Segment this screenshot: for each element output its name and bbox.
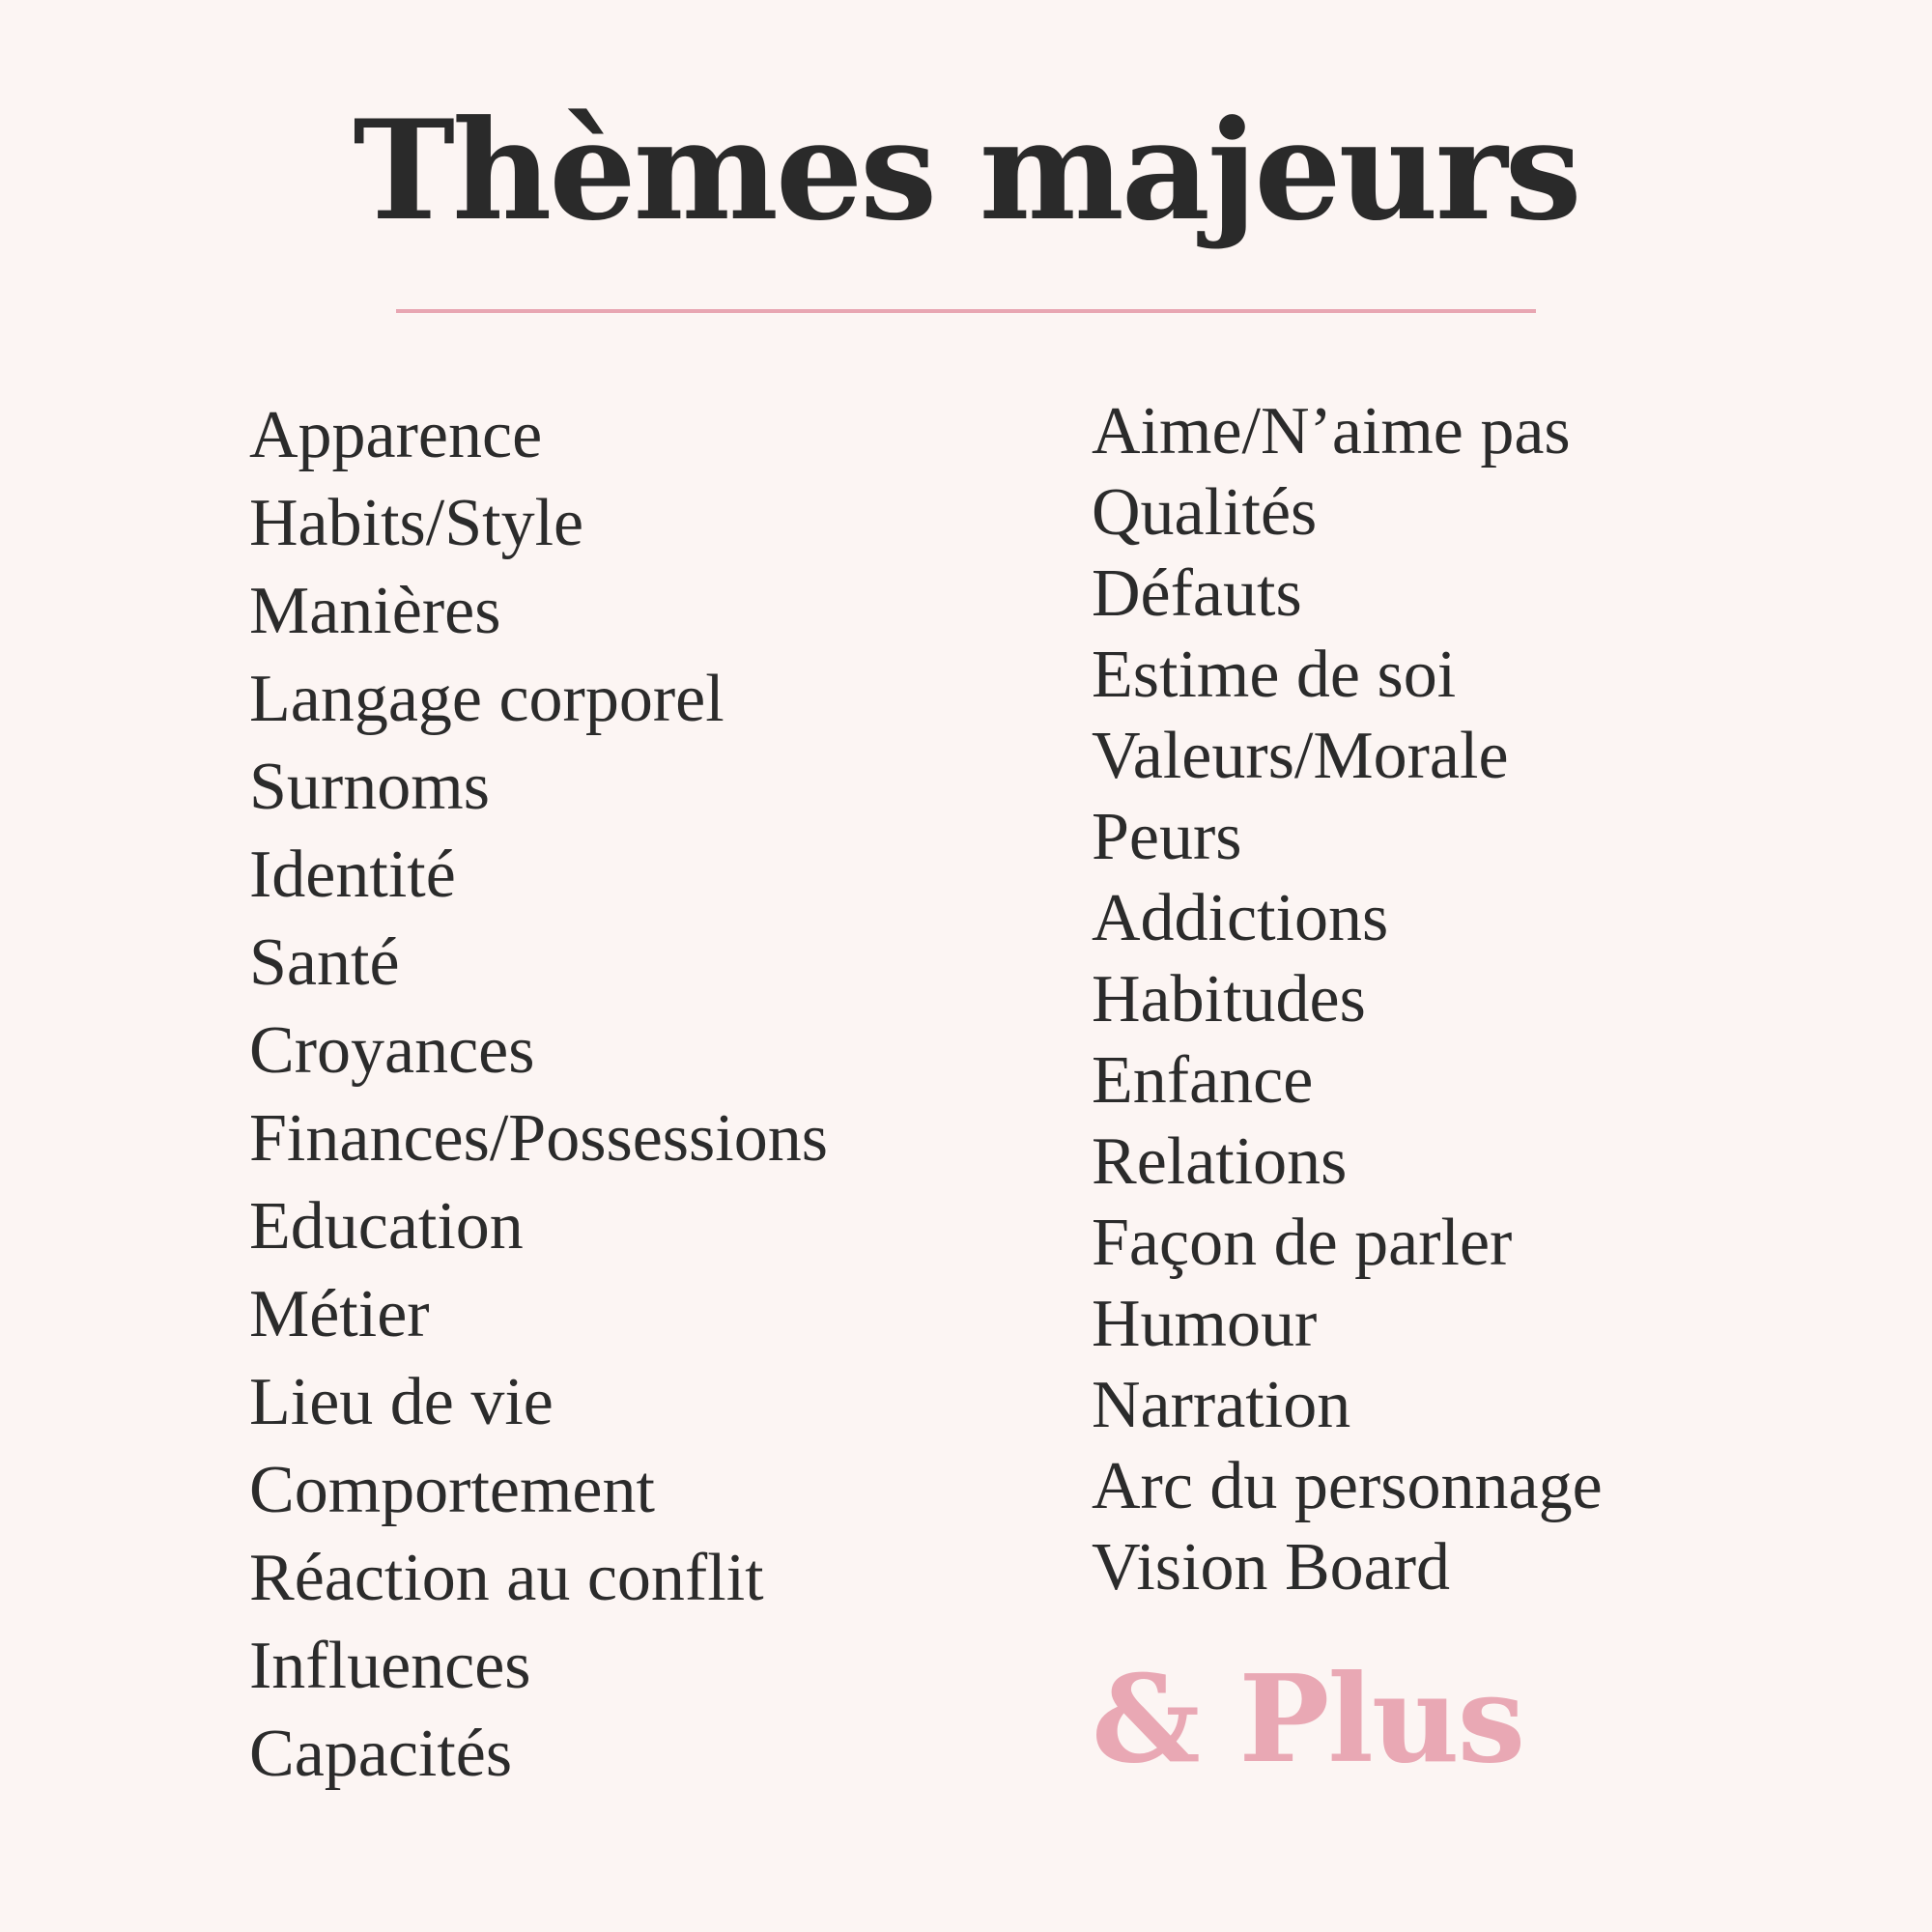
list-item: Arc du personnage	[1092, 1449, 1603, 1523]
list-item: Enfance	[1092, 1043, 1314, 1118]
list-item: Aime/N’aime pas	[1092, 394, 1571, 469]
right-theme-list	[1092, 391, 1603, 1608]
list-item: Capacités	[249, 1717, 513, 1791]
list-item: Peurs	[1092, 800, 1242, 874]
list-item: Lieu de vie	[249, 1365, 554, 1439]
list-item: Humour	[1092, 1287, 1318, 1361]
list-item: Comportement	[249, 1453, 655, 1527]
list-item: Narration	[1092, 1368, 1351, 1442]
list-item: Surnoms	[249, 750, 490, 824]
title-divider	[396, 309, 1536, 313]
list-item: Langage corporel	[249, 662, 724, 736]
list-item: Réaction au conflit	[249, 1541, 764, 1615]
list-item: Influences	[249, 1629, 531, 1703]
list-item: Habitudes	[1092, 962, 1366, 1037]
list-item: Croyances	[249, 1013, 535, 1088]
left-theme-list	[249, 391, 828, 1798]
page-title: Thèmes majeurs	[353, 91, 1579, 251]
list-item: Identité	[249, 838, 456, 912]
list-item: Santé	[249, 925, 400, 1000]
list-item: Apparence	[249, 398, 543, 472]
list-item: Habits/Style	[249, 486, 584, 560]
list-item: Finances/Possessions	[249, 1101, 828, 1176]
list-item: Relations	[1092, 1124, 1348, 1199]
list-item: Vision Board	[1092, 1530, 1451, 1605]
list-item: Valeurs/Morale	[1092, 719, 1509, 793]
list-item: Défauts	[1092, 556, 1302, 631]
list-item: Addictions	[1092, 881, 1389, 955]
more-label: & Plus	[1092, 1649, 1524, 1790]
list-item: Façon de parler	[1092, 1206, 1513, 1280]
list-item: Manières	[249, 574, 501, 648]
list-item: Métier	[249, 1277, 430, 1351]
list-item: Qualités	[1092, 475, 1318, 550]
list-item: Estime de soi	[1092, 638, 1457, 712]
list-item: Education	[249, 1189, 524, 1264]
